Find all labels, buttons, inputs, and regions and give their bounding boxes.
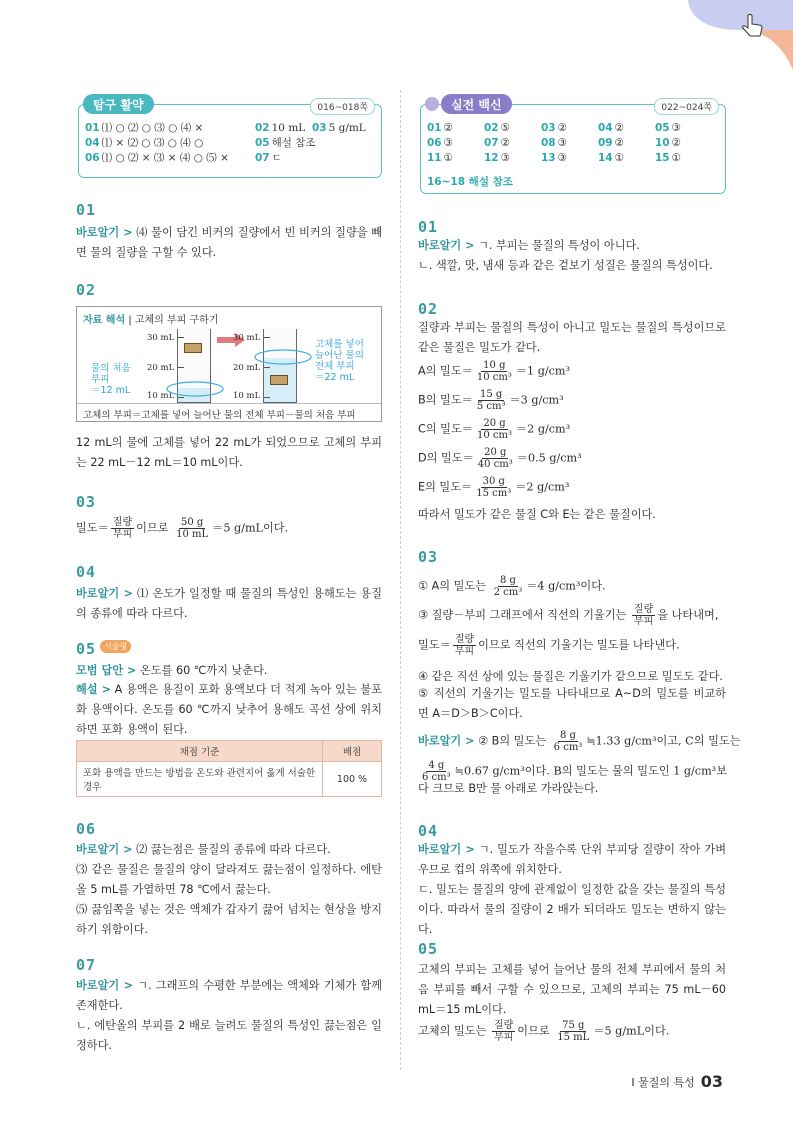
answer-note: 16~18 해설 참조 [427, 176, 513, 188]
page-number: 03 [700, 1072, 723, 1091]
formula-text: 고체의 밀도는 [418, 1024, 490, 1038]
answer-number: 07 [484, 137, 499, 149]
answer-number: 11 [427, 152, 442, 164]
answer-body: 질량과 부피는 물질의 특성이 아니고 밀도는 물질의 특성이므로 같은 물질은 밀도가 같다. [418, 321, 726, 354]
numerator: 20 g [484, 447, 507, 458]
right-answer-summary [420, 97, 726, 194]
denominator: 2 cm³ [493, 587, 523, 598]
figure-caption: 고체의 부피＝고체를 넣어 늘어난 물의 전체 부피－물의 처음 부피 [77, 403, 381, 423]
answer-value: ⑴ × ⑵ ○ ⑶ ○ ⑷ ○ [101, 137, 204, 149]
question-number: 04 [76, 563, 97, 581]
initial-volume-ellipse [165, 379, 225, 399]
answer-value: ① [443, 152, 454, 164]
numerator: 4 g [428, 760, 445, 771]
final-volume-ellipse [253, 347, 313, 367]
fraction [174, 517, 210, 540]
answer-tag: 바로알기 > [76, 587, 133, 600]
answer-body: 고체의 부피는 고체를 넣어 늘어난 물의 전체 부피에서 물의 처음 부피를 빼서 구할 수 있으므로, 고체의 부피는 75 mL－60 mL＝15 mL이다. [418, 963, 726, 1016]
denominator: 10 cm³ [476, 430, 512, 441]
formula-text: ＝3 g/cm³ [509, 393, 564, 407]
answer-body: 온도를 60 ℃까지 낮춘다. [139, 664, 268, 677]
formula-text: ＝2 g/cm³ [515, 480, 570, 494]
answer-number: 01 [85, 122, 100, 134]
answer-number: 06 [85, 152, 100, 164]
answer-body: 12 mL의 물에 고체를 넣어 22 mL가 되었으므로 고체의 부피는 22 mL－12 mL＝10 mL이다. [76, 436, 382, 469]
denominator: 부피 [112, 529, 133, 540]
answer-value: ② [557, 122, 568, 134]
question-number: 03 [76, 493, 97, 511]
answer-value: ③ [557, 152, 568, 164]
right-summary-last [427, 175, 515, 190]
answer-value: 5 g/mL [328, 122, 366, 134]
page-range: 022~024쪽 [654, 98, 719, 115]
corner-decoration [680, 0, 793, 80]
answer-number: 07 [255, 152, 270, 164]
left-summary-col1 [85, 121, 255, 166]
solid-object [184, 343, 202, 353]
right-summary-header [425, 93, 512, 115]
answer-value: ② [671, 137, 682, 149]
fraction [476, 447, 515, 470]
answer-text [418, 840, 726, 940]
numerator: 질량 [454, 634, 475, 645]
numerator: 질량 [493, 1020, 514, 1031]
question-number: 05 [418, 940, 439, 958]
page-footer [631, 1072, 723, 1091]
fraction [555, 1020, 591, 1043]
answer-number: 13 [541, 152, 556, 164]
answer-body: ⑸ 끓임쪽을 넣는 것은 액체가 갑자기 끓어 넘치는 현상을 방지하기 위함이다. [76, 903, 382, 936]
answer-text [76, 584, 382, 624]
table-cell: 포화 용액을 만드는 방법을 온도와 관련지어 옳게 서술한 경우 [77, 762, 323, 797]
fraction [111, 517, 134, 540]
density-formula [76, 517, 288, 540]
right-summary-grid [427, 121, 723, 166]
left-summary-col2 [255, 121, 383, 166]
fraction [474, 476, 513, 499]
summary-cell [541, 136, 598, 151]
numerator: 질량 [112, 517, 133, 528]
model-answer [76, 662, 267, 678]
formula-text: ＝5 g/mL이다. [212, 521, 289, 535]
denominator: 40 cm³ [477, 459, 513, 470]
figure-tag: 자료 해석 [83, 315, 126, 326]
density-row [418, 447, 726, 476]
answer-number: 15 [655, 152, 670, 164]
numerator: 50 g [180, 517, 204, 528]
fraction [453, 634, 476, 657]
tick-label: 30 mL [147, 333, 175, 343]
summary-cell [484, 121, 541, 136]
numerator: 30 g [482, 476, 505, 487]
answer-value: ③ [500, 152, 511, 164]
formula-text: ① A의 밀도는 [418, 579, 490, 593]
answer-number: 05 [255, 137, 270, 149]
fraction [475, 360, 514, 383]
formula-text: ＝5 g/mL이다. [593, 1024, 670, 1038]
answer-body: ㄴ. 색깔, 맛, 냄새 등과 같은 겉보기 성질은 물질의 특성이다. [418, 259, 713, 272]
question-number: 02 [76, 281, 97, 299]
question-number: 01 [418, 218, 439, 236]
denominator: 15 cm³ [476, 488, 512, 499]
answer-number: 14 [598, 152, 613, 164]
calc-line [418, 634, 680, 657]
answer-tag: 바로알기 > [76, 979, 134, 992]
denominator: 10 mL [176, 529, 209, 540]
answer-value: ② [443, 122, 454, 134]
answer-tag: 해설 > [76, 683, 111, 696]
summary-row [427, 151, 723, 166]
density-row [418, 389, 726, 418]
formula-text: 이므로 [136, 521, 173, 535]
formula-text: A의 밀도＝ [418, 364, 473, 378]
numerator: 10 g [483, 360, 506, 371]
question-number: 06 [76, 820, 97, 838]
numerator: 15 g [480, 389, 503, 400]
answer-tag: 바로알기 > [418, 734, 475, 748]
summary-badge: 탐구 활약 [83, 94, 154, 114]
answer-number: 03 [311, 122, 327, 134]
summary-cell [484, 136, 541, 151]
summary-cell [427, 151, 484, 166]
figure-heading: | 고체의 부피 구하기 [128, 315, 219, 326]
question-number: 03 [418, 548, 439, 566]
formula-text: ＝2 g/cm³ [515, 422, 571, 436]
summary-cell [427, 121, 484, 136]
fraction [492, 1020, 515, 1043]
table-cell: 100 % [323, 762, 382, 797]
fraction [552, 730, 585, 753]
footer-section: Ⅰ 물질의 특성 [631, 1075, 695, 1089]
answer-text [76, 223, 382, 263]
summary-cell [655, 136, 712, 151]
formula-text: E의 밀도＝ [418, 480, 473, 494]
formula-text: C의 밀도＝ [418, 422, 473, 436]
summary-cell [541, 151, 598, 166]
answer-number: 05 [655, 122, 670, 134]
numerator: 질량 [633, 604, 654, 615]
summary-row [427, 136, 723, 151]
summary-cell [598, 136, 655, 151]
calc-line [418, 730, 741, 753]
fraction [492, 575, 525, 598]
calc-line [418, 604, 718, 627]
formula-text: ＝1 g/cm³ [515, 364, 570, 378]
answer-value: ① [671, 152, 682, 164]
summary-cell [427, 136, 484, 151]
solid-object [270, 375, 288, 385]
formula-text: ＝4 g/cm³이다. [526, 579, 606, 593]
answer-tag: 바로알기 > [418, 843, 475, 856]
formula-text: 이므로 직선의 기울기는 밀도를 나타낸다. [478, 638, 680, 652]
answer-value: 10 mL [271, 122, 306, 134]
answer-body: ④ 같은 직선 상에 있는 물질은 기울기가 같으므로 밀도도 같다. [418, 670, 723, 683]
answer-number: 09 [598, 137, 613, 149]
question-number: 07 [76, 956, 97, 974]
answer-body: ⑴ 온도가 일정할 때 물질의 특성인 용해도는 용질의 종류에 따라 다르다. [76, 587, 382, 620]
answer-tag: 바로알기 > [418, 239, 475, 252]
summary-row [427, 121, 723, 136]
answer-body: ⑶ 같은 물질은 물질의 양이 달라져도 끓는점이 일정하다. 에탄올 5 mL를 가열하면 78 ℃에서 끓는다. [76, 863, 382, 896]
density-row [418, 360, 726, 389]
formula-text: 을 나타내며, [657, 608, 719, 622]
denominator: 10 cm³ [476, 372, 512, 383]
denominator: 6 cm³ [553, 742, 583, 753]
formula-text: B의 밀도＝ [418, 393, 473, 407]
answer-number: 02 [484, 122, 499, 134]
denominator: 부피 [633, 616, 654, 627]
figure-title [83, 311, 219, 326]
summary-cell [484, 151, 541, 166]
essay-badge: 서술형 [100, 640, 131, 653]
density-row [418, 418, 726, 447]
answer-body: ㄷ. 밀도는 물질의 양에 관계없이 일정한 값을 갖는 물질의 특성이다. 따라서 물의 질량이 2 배가 되더라도 밀도는 변하지 않는다. [418, 883, 726, 936]
denominator: 5 cm³ [476, 401, 506, 412]
answer-value: ③ [557, 137, 568, 149]
answer-tag: 바로알기 > [76, 226, 133, 239]
explanation [76, 680, 382, 740]
formula-text: ≒0.67 g/cm³이다. B의 밀도는 물의 밀도인 1 g/cm³보 [454, 764, 727, 778]
denominator: 15 mL [557, 1032, 590, 1043]
answer-number: 06 [427, 137, 442, 149]
numerator: 8 g [499, 575, 516, 586]
answer-value: ② [614, 122, 625, 134]
answer-number: 02 [255, 122, 270, 134]
answer-body: ⑷ 물이 담긴 비커의 질량에서 빈 비커의 질량을 빼면 물의 질량을 구할 수 있다. [76, 226, 383, 259]
answer-text [76, 976, 382, 1056]
summary-cell [598, 121, 655, 136]
formula-text: 밀도＝ [76, 521, 109, 535]
formula-text: ＝0.5 g/cm³ [516, 451, 582, 465]
answer-body: ⑤ 직선의 기울기는 밀도를 나타내므로 A~D의 밀도를 비교하면 A＝D＞B＞C이다. [418, 687, 726, 720]
calc-line [418, 575, 606, 598]
answer-value: ⑴ ○ ⑵ ○ ⑶ ○ ⑷ × [101, 122, 204, 134]
question-number: 02 [418, 300, 439, 318]
answer-text [76, 840, 382, 940]
answer-number: 08 [541, 137, 556, 149]
data-figure [76, 306, 382, 422]
answer-value: ㄷ [271, 152, 282, 164]
answer-body: ㄱ. 부피는 물질의 특성이 아니다. [478, 239, 640, 252]
left-answer-summary [78, 97, 382, 178]
fraction [475, 418, 514, 441]
answer-value: ⑴ ○ ⑵ × ⑶ × ⑷ ○ ⑸ × [101, 152, 229, 164]
final-volume-label: 고체를 넣어 늘어난 물의 전체 부피 ＝22 mL [315, 339, 364, 383]
page-range: 016~018쪽 [310, 98, 375, 115]
formula-text: ② B의 밀도는 [478, 734, 550, 748]
summary-cell [541, 121, 598, 136]
denominator: 부피 [454, 646, 475, 657]
answer-text [418, 236, 726, 276]
tick-label: 10 mL [147, 391, 175, 401]
answer-value: ⑤ [500, 122, 511, 134]
answer-tag: 바로알기 > [76, 843, 133, 856]
scoring-table [76, 740, 382, 797]
summary-cell [655, 121, 712, 136]
tick-label: 30 mL [233, 333, 261, 343]
table-header: 채점 기준 [77, 741, 323, 762]
tick-label: 20 mL [147, 363, 175, 373]
fraction [475, 389, 508, 412]
answer-value: ② [500, 137, 511, 149]
density-row [418, 476, 726, 505]
summary-cell [598, 151, 655, 166]
answer-body: ㄱ. 그래프의 수평한 부분에는 액체와 기체가 함께 존재한다. [76, 979, 382, 1012]
denominator: 6 cm³ [422, 772, 451, 783]
numerator: 8 g [560, 730, 576, 741]
answer-body: A 용액은 용질이 포화 용액보다 더 적게 녹아 있는 불포화 용액이다. 온도를 60 ℃까지 낮추어 용해도 곡선 상에 위치하면 포화 용액이 된다. [76, 683, 382, 736]
formula-text: 밀도＝ [418, 638, 451, 652]
answer-tag: 모범 답안 > [76, 664, 137, 677]
column-divider [400, 90, 401, 1070]
denominator: 부피 [493, 1032, 514, 1043]
answer-body: ㄴ. 에탄올의 부피를 2 배로 늘려도 물질의 특성인 끓는점은 일정하다. [76, 1019, 382, 1052]
answer-value: 해설 참조 [271, 137, 316, 149]
formula-text: 이므로 [517, 1024, 554, 1038]
answer-number: 10 [655, 137, 670, 149]
answer-value: ① [614, 152, 625, 164]
answer-number: 04 [598, 122, 613, 134]
summary-badge: 실전 백신 [441, 94, 512, 114]
answer-body: ㄱ. 밀도가 작을수록 단위 부피당 질량이 작아 가벼우므로 컵의 위쪽에 위치한다. [418, 843, 727, 876]
numerator: 75 g [562, 1020, 585, 1031]
answer-body: ⑵ 끓는점은 물질의 종류에 따라 다르다. [136, 843, 331, 856]
numerator: 20 g [483, 418, 506, 429]
fraction [632, 604, 655, 627]
initial-volume-label: 물의 처음 부피 ＝12 mL [91, 363, 131, 396]
answer-value: ② [614, 137, 625, 149]
answer-body: 따라서 밀도가 같은 물질 C와 E는 같은 물질이다. [418, 508, 656, 521]
answer-number: 12 [484, 152, 499, 164]
summary-cell [655, 151, 712, 166]
answer-value: ③ [443, 137, 454, 149]
answer-value: ③ [671, 122, 682, 134]
density-formula [418, 1020, 669, 1043]
answer-number: 04 [85, 137, 100, 149]
formula-text: ≒1.33 g/cm³이고, C의 밀도는 [586, 734, 741, 748]
answer-body: 다 크므로 B만 물 아래로 가라앉는다. [418, 782, 599, 795]
question-number: 05 [76, 640, 97, 658]
formula-text: D의 밀도＝ [418, 451, 474, 465]
tick-label: 10 mL [233, 391, 261, 401]
question-number: 04 [418, 822, 439, 840]
table-header: 배점 [323, 741, 382, 762]
vaccine-icon [425, 97, 439, 111]
density-calculations [418, 360, 726, 505]
answer-number: 03 [541, 122, 556, 134]
question-number: 01 [76, 201, 97, 219]
answer-number: 01 [427, 122, 442, 134]
formula-text: ③ 질량－부피 그래프에서 직선의 기울기는 [418, 608, 630, 622]
tick-label: 20 mL [233, 363, 261, 373]
left-summary-header [83, 93, 154, 115]
